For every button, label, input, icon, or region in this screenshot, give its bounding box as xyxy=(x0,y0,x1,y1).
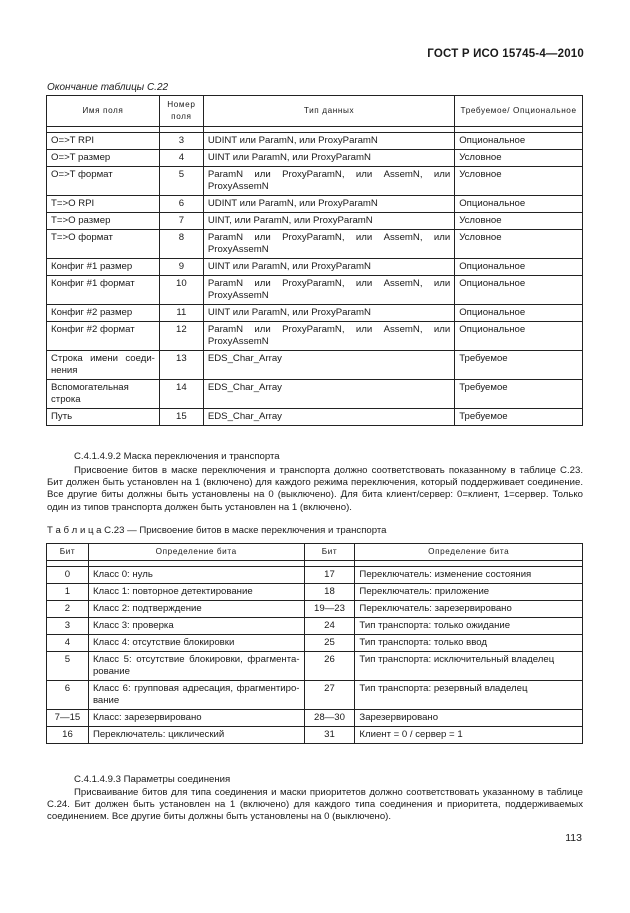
table-row xyxy=(47,652,583,681)
table-row xyxy=(47,618,583,635)
table-cell: Требуемое xyxy=(455,409,583,426)
table-cell: 8 xyxy=(159,230,203,259)
column-header: Требуемое/ Опциональное xyxy=(455,96,583,127)
column-header: Бит xyxy=(304,544,355,561)
column-header: Определение бита xyxy=(88,544,304,561)
table-cell: Переключатель: циклический xyxy=(88,727,304,744)
table-cell: UDINT или ParamN, или ProxyParamN xyxy=(203,196,454,213)
table-cell: Класс 6: групповая адресация, фрагментиро-вание xyxy=(88,681,304,710)
table-row xyxy=(47,567,583,584)
table-row xyxy=(47,259,583,276)
table-cell: Условное xyxy=(455,230,583,259)
table-cell: Тип транспорта: только ввод xyxy=(355,635,583,652)
table-cell: Класс 5: отсутствие блокировки, фрагмента-рование xyxy=(88,652,304,681)
section-paragraph: Присваивание битов для типа соединения и маски приоритетов должно соответствовать указанному в таблице С.24. Бит должен быть установлен на 1 (включено) для каждого типа соединения и приоритета, поддерживаемых соединением. Все другие биты должны быть установлены на 0 (выключено). xyxy=(47,787,583,823)
document-header: ГОСТ Р ИСО 15745-4—2010 xyxy=(427,48,584,60)
table-cell: 7 xyxy=(159,213,203,230)
table-row xyxy=(47,196,583,213)
table-cell: ParamN или ProxyParamN, или AssemN, или ProxyAssemN xyxy=(203,276,454,305)
table-cell: Условное xyxy=(455,213,583,230)
table-cell: Строка имени соеди-нения xyxy=(47,351,160,380)
table-row xyxy=(47,305,583,322)
table-row xyxy=(47,409,583,426)
table-cell: Класс 3: проверка xyxy=(88,618,304,635)
table-22 xyxy=(46,95,583,426)
table-cell: 28—30 xyxy=(304,710,355,727)
table-cell: T=>O размер xyxy=(47,213,160,230)
table-cell: 2 xyxy=(47,601,89,618)
table-row xyxy=(47,133,583,150)
table-row xyxy=(47,601,583,618)
column-header: Номер поля xyxy=(159,96,203,127)
table-row xyxy=(47,351,583,380)
table-cell: 4 xyxy=(159,150,203,167)
table-cell: 17 xyxy=(304,567,355,584)
table-cell: Конфиг #2 размер xyxy=(47,305,160,322)
table-23-caption: Т а б л и ц а С.23 — Присвоение битов в маске переключения и транспорта xyxy=(47,525,387,536)
table-row xyxy=(47,322,583,351)
table-cell: Класс 2: подтверждение xyxy=(88,601,304,618)
table-cell: 16 xyxy=(47,727,89,744)
table-cell: T=>O RPI xyxy=(47,196,160,213)
table-row xyxy=(47,230,583,259)
table-cell: Требуемое xyxy=(455,351,583,380)
table-cell: 5 xyxy=(159,167,203,196)
table-cell: 6 xyxy=(159,196,203,213)
table-cell: O=>T RPI xyxy=(47,133,160,150)
table-cell: Конфиг #2 формат xyxy=(47,322,160,351)
table-cell: 12 xyxy=(159,322,203,351)
column-header: Определение бита xyxy=(355,544,583,561)
table-cell: 15 xyxy=(159,409,203,426)
table-cell: Тип транспорта: резервный владелец xyxy=(355,681,583,710)
table-cell: Опциональное xyxy=(455,322,583,351)
table-cell: Переключатель: изменение состояния xyxy=(355,567,583,584)
table-cell: Вспомогательная строка xyxy=(47,380,160,409)
table-cell: 3 xyxy=(159,133,203,150)
table-cell: Опциональное xyxy=(455,196,583,213)
table-cell: O=>T формат xyxy=(47,167,160,196)
table-cell: Класс 0: нуль xyxy=(88,567,304,584)
table-cell: UDINT или ParamN, или ProxyParamN xyxy=(203,133,454,150)
table-cell: O=>T размер xyxy=(47,150,160,167)
table-cell: Опциональное xyxy=(455,305,583,322)
table-cell: 14 xyxy=(159,380,203,409)
table-22-caption: Окончание таблицы С.22 xyxy=(47,82,169,93)
table-cell: Переключатель: зарезервировано xyxy=(355,601,583,618)
table-cell: Опциональное xyxy=(455,259,583,276)
table-cell: T=>O формат xyxy=(47,230,160,259)
table-cell: 3 xyxy=(47,618,89,635)
table-row xyxy=(47,727,583,744)
table-cell: Условное xyxy=(455,167,583,196)
table-cell: 5 xyxy=(47,652,89,681)
table-cell: Конфиг #1 формат xyxy=(47,276,160,305)
table-cell: 19—23 xyxy=(304,601,355,618)
table-cell: Зарезервировано xyxy=(355,710,583,727)
table-cell: 18 xyxy=(304,584,355,601)
table-cell: 1 xyxy=(47,584,89,601)
table-row xyxy=(47,213,583,230)
table-cell: Переключатель: приложение xyxy=(355,584,583,601)
table-row xyxy=(47,276,583,305)
table-cell: 13 xyxy=(159,351,203,380)
table-cell: 31 xyxy=(304,727,355,744)
table-cell: 6 xyxy=(47,681,89,710)
table-cell: Класс 1: повторное детектирование xyxy=(88,584,304,601)
table-cell: Требуемое xyxy=(455,380,583,409)
table-row xyxy=(47,681,583,710)
table-cell: Тип транспорта: исключительный владелец xyxy=(355,652,583,681)
table-cell: 26 xyxy=(304,652,355,681)
table-cell: 4 xyxy=(47,635,89,652)
table-cell: 11 xyxy=(159,305,203,322)
page-number: 113 xyxy=(565,832,582,844)
table-cell: EDS_Char_Array xyxy=(203,351,454,380)
table-cell: 10 xyxy=(159,276,203,305)
table-cell: UINT или ParamN, или ProxyParamN xyxy=(203,305,454,322)
table-row xyxy=(47,167,583,196)
table-cell: 7—15 xyxy=(47,710,89,727)
table-cell: Класс 4: отсутствие блокировки xyxy=(88,635,304,652)
table-cell: ParamN или ProxyParamN, или AssemN, или ProxyAssemN xyxy=(203,167,454,196)
table-cell: EDS_Char_Array xyxy=(203,380,454,409)
table-cell: EDS_Char_Array xyxy=(203,409,454,426)
column-header: Тип данных xyxy=(203,96,454,127)
section-heading: С.4.1.4.9.3 Параметры соединения xyxy=(74,774,231,785)
table-cell: UINT, или ParamN, или ProxyParamN xyxy=(203,213,454,230)
section-paragraph: Присвоение битов в маске переключения и транспорта должно соответствовать показанному в таблице С.23. Бит должен быть установлен на 1 (включено) для каждого режима переключения, который поддерживает соединение. Все другие биты должны быть установлены на 0 (выключено). Для бита клиент/сервер: 0=клиент, 1=сервер. Только один из типов транспорта должен быть установлен на 1 (включено). xyxy=(47,465,583,513)
table-row xyxy=(47,380,583,409)
table-cell: Конфиг #1 размер xyxy=(47,259,160,276)
table-23 xyxy=(46,543,583,744)
table-cell: Класс: зарезервировано xyxy=(88,710,304,727)
table-cell: 9 xyxy=(159,259,203,276)
table-cell: Путь xyxy=(47,409,160,426)
table-cell: ParamN или ProxyParamN, или AssemN, или ProxyAssemN xyxy=(203,322,454,351)
table-cell: UINT или ParamN, или ProxyParamN xyxy=(203,150,454,167)
table-cell: Тип транспорта: только ожидание xyxy=(355,618,583,635)
table-cell: 24 xyxy=(304,618,355,635)
table-cell: Опциональное xyxy=(455,276,583,305)
section-heading: С.4.1.4.9.2 Маска переключения и транспорта xyxy=(74,451,280,462)
table-cell: 27 xyxy=(304,681,355,710)
table-cell: ParamN или ProxyParamN, или AssemN, или ProxyAssemN xyxy=(203,230,454,259)
table-cell: 25 xyxy=(304,635,355,652)
table-cell: Опциональное xyxy=(455,133,583,150)
table-row xyxy=(47,584,583,601)
table-row xyxy=(47,635,583,652)
table-cell: 0 xyxy=(47,567,89,584)
table-cell: Условное xyxy=(455,150,583,167)
table-row xyxy=(47,710,583,727)
table-cell: Клиент = 0 / сервер = 1 xyxy=(355,727,583,744)
column-header: Бит xyxy=(47,544,89,561)
column-header: Имя поля xyxy=(47,96,160,127)
table-cell: UINT или ParamN, или ProxyParamN xyxy=(203,259,454,276)
table-row xyxy=(47,150,583,167)
